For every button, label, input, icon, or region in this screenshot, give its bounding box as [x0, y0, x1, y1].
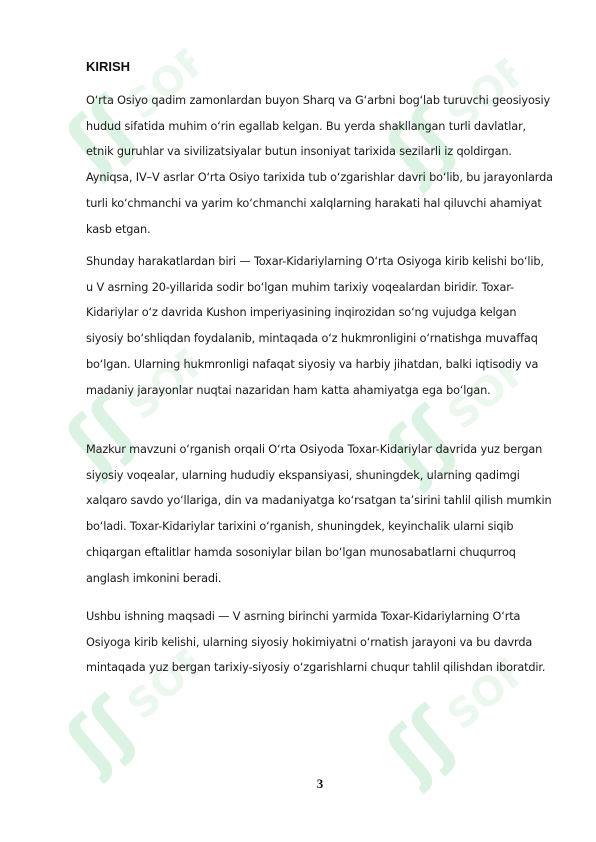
svg-text:ʃʃ: ʃʃ	[370, 392, 471, 496]
svg-text:SOF: SOF	[438, 345, 538, 439]
svg-text:ʃʃ: ʃʃ	[370, 92, 471, 196]
svg-text:ʃʃ: ʃʃ	[370, 692, 471, 796]
svg-text:SOF: SOF	[118, 635, 218, 729]
svg-text:ʃʃ: ʃʃ	[50, 682, 151, 786]
paragraph-1: O‘rta Osiyo qadim zamonlardan buyon Sharq va G‘arbni bog‘lab turuvchi geosiyosiy hudud sifatida muhim o‘rin egallab kelgan. Bu yerda shakllangan turli davlatlar, etnik guruhlar va sivilizatsiyalar butun insoniyat tarixida sezilarli iz qoldirgan. Ayniqsa, IV–V asrlar O‘rta Osiyo tarixida tub o‘zgarishlar davri bo‘lib, bu jarayonlarda turli ko‘chmanchi va yarim ko‘chmanchi xalqlarning harakati hal qiluvchi ahamiyat kasb etgan.	[86, 94, 553, 236]
svg-text:SOF: SOF	[118, 35, 218, 129]
svg-text:SOF: SOF	[118, 335, 218, 429]
svg-text:ʃʃ: ʃʃ	[50, 382, 151, 486]
svg-text:SOF: SOF	[438, 45, 538, 139]
paragraph-4: Ushbu ishning maqsadi — V asrning birinchi yarmida Toxar-Kidariylarning O‘rta Osiyoga kirib kelishi, ularning siyosiy hokimiyatni o‘rnatish jarayoni va bu davrda mintaqada yuz bergan tarixiy-siyosiy o‘zgarishlarni chuqur tahlil qilishdan iboratdir.	[86, 610, 546, 675]
svg-text:SOF: SOF	[438, 645, 538, 739]
svg-text:ʃʃ: ʃʃ	[50, 82, 151, 186]
page-number: 3	[316, 776, 324, 791]
section-heading: KIRISH	[86, 59, 131, 74]
paragraph-3: Mazkur mavzuni o‘rganish orqali O‘rta Osiyoda Toxar-Kidariylar davrida yuz bergan siyosiy voqealar, ularning hududiy ekspansiyasi, shuningdek, ularning qadimgi xalqaro savdo yo‘llariga, din va madaniyatga ko‘rsatgan ta’sirini tahlil qilish mumkin bo‘ladi. Toxar-Kidariylar tarixini o‘rganish, shuningdek, keyinchalik ularni siqib chiqargan eftalitlar hamda sosoniylar bilan bo‘lgan munosabatlarni chuqurroq anglash imkonini beradi.	[86, 443, 552, 585]
paragraph-2: Shunday harakatlardan biri — Toxar-Kidariylarning O‘rta Osiyoga kirib kelishi bo‘lib, u V asrning 20-yillarida sodir bo‘lgan muhim tarixiy voqealardan biridir. Toxar-Kidariylar o‘z davrida Kushon imperiyasining inqirozidan so‘ng vujudga kelgan siyosiy bo‘shliqdan foydalanib, mintaqada o‘z hukmronligini o‘rnatishga muvaffaq bo‘lgan. Ularning hukmronligi nafaqat siyosiy va harbiy jihatdan, balki iqtisodiy va madaniy jarayonlar nuqtai nazaridan ham katta ahamiyatga ega bo‘lgan.	[86, 255, 544, 397]
